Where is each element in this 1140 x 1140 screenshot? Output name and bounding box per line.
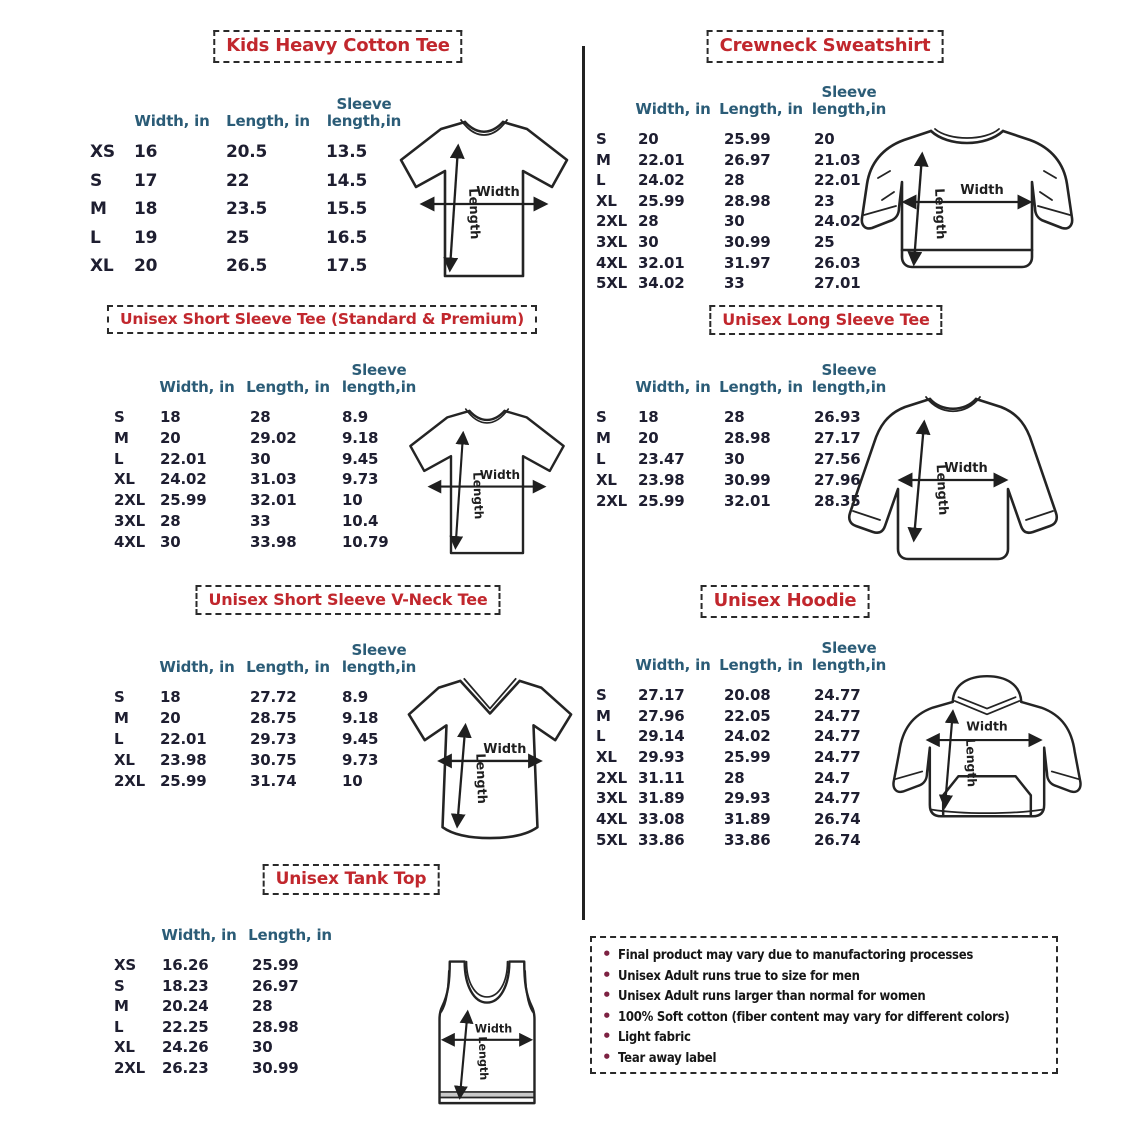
size-value: 20.08 (724, 686, 771, 704)
size-value: 24.7 (814, 768, 851, 787)
size-value: 20 (638, 429, 659, 447)
size-value: 20.24 (162, 997, 209, 1015)
column-header: Width, in (635, 656, 711, 675)
size-value: 16 (134, 142, 158, 162)
length-arrow-label: Length (475, 1036, 491, 1081)
size-value: 26.97 (724, 150, 771, 169)
length-arrow-label: Length (470, 471, 486, 520)
column-header: Length, in (246, 658, 330, 677)
size-value: 24.02 (638, 171, 685, 190)
size-value: 30 (724, 212, 745, 231)
size-label: 4XL (596, 810, 627, 829)
size-value: 29.93 (638, 748, 685, 767)
size-value: 33.08 (638, 810, 685, 829)
size-value: 31.97 (724, 253, 771, 272)
size-label: L (596, 171, 606, 190)
size-value: 10.4 (342, 511, 379, 530)
size-label: M (596, 706, 611, 725)
size-table-unisex-short-sleeve-tee (108, 352, 424, 554)
size-value: 27.72 (250, 688, 297, 706)
size-value: 30.75 (250, 751, 297, 769)
size-label: 2XL (114, 772, 145, 790)
size-value: 25.99 (724, 130, 771, 148)
size-label: S (596, 408, 607, 426)
size-value: 30.99 (724, 471, 771, 489)
size-value: 30 (724, 450, 745, 468)
size-value: 33.86 (638, 830, 685, 849)
note-item (602, 986, 1046, 1007)
size-table-kids-heavy-cotton-tee (84, 80, 410, 285)
short-sleeve-tee-illustration (398, 398, 576, 566)
column-header: Length, in (248, 926, 332, 945)
size-value: 22 (226, 170, 250, 191)
short-sleeve-tee-illustration (388, 108, 580, 290)
column-header: Sleeve length,in (341, 641, 417, 677)
size-value: 25 (226, 227, 250, 248)
column-header: Width, in (134, 112, 210, 131)
size-value: 26.97 (252, 976, 299, 995)
column-header: Width, in (159, 658, 235, 677)
size-value: 28 (250, 408, 271, 426)
size-value: 29.02 (250, 428, 297, 447)
table-corner (590, 80, 630, 130)
size-value: 9.73 (342, 470, 379, 489)
size-value: 27.96 (638, 706, 685, 725)
size-value: 33.98 (250, 532, 297, 551)
bullet-icon: • (602, 965, 612, 984)
size-value: 9.18 (342, 428, 379, 447)
size-value: 28 (724, 768, 745, 787)
size-value: 26.03 (814, 253, 861, 272)
chart-title-kids-heavy-cotton-tee: Kids Heavy Cotton Tee (213, 30, 462, 63)
width-arrow-label: Width (474, 1022, 513, 1036)
table-corner (108, 352, 152, 408)
column-header: Sleeve length,in (811, 361, 887, 397)
product-notes-box (590, 936, 1058, 1074)
column-header: Width, in (635, 378, 711, 397)
size-value: 28 (724, 408, 745, 426)
table-corner (108, 906, 154, 956)
size-label: 2XL (114, 491, 145, 510)
size-value: 22.01 (638, 150, 685, 169)
size-label: 4XL (596, 253, 627, 272)
width-arrow-label: Width (479, 468, 521, 483)
size-value: 18 (134, 199, 158, 219)
size-value: 30 (160, 532, 181, 551)
size-label: XL (114, 470, 135, 489)
size-label: M (596, 429, 611, 447)
size-table-unisex-v-neck-tee (108, 630, 424, 793)
size-label: XL (596, 748, 617, 767)
crewneck-sweatshirt-illustration (856, 116, 1078, 290)
dimension-arrows (445, 1014, 529, 1096)
size-label: XS (90, 142, 115, 162)
size-value: 32.01 (638, 253, 685, 272)
bullet-icon: • (602, 1027, 612, 1045)
size-label: M (596, 150, 611, 169)
size-value: 28 (638, 212, 659, 231)
size-value: 26.5 (226, 256, 268, 276)
size-label: S (114, 408, 125, 426)
size-value: 27.96 (814, 471, 861, 489)
size-value: 23.5 (226, 199, 268, 219)
size-value: 10 (342, 491, 363, 510)
size-value: 18 (160, 688, 181, 706)
size-value: 20.5 (226, 142, 268, 162)
size-value: 22.05 (724, 706, 771, 725)
length-arrow-label: Length (963, 738, 979, 788)
note-text: 100% Soft cotton (fiber content may vary for different colors) (617, 1009, 1010, 1025)
size-label: XL (596, 191, 617, 210)
size-value: 28 (724, 171, 745, 190)
size-value: 24.02 (160, 470, 207, 489)
dimension-arrows (424, 148, 544, 268)
column-header: Sleeve length,in (341, 361, 417, 397)
size-value: 27.17 (638, 686, 685, 704)
note-text: Unisex Adult runs larger than normal for women (617, 989, 926, 1004)
length-arrow-label: Length (932, 463, 951, 516)
size-label: L (596, 450, 606, 468)
size-label: M (114, 709, 129, 727)
size-value: 29.93 (724, 789, 771, 808)
size-value: 22.01 (814, 171, 861, 190)
size-table-unisex-hoodie (590, 630, 892, 852)
note-item (602, 1007, 1046, 1028)
size-value: 9.45 (342, 449, 379, 468)
size-value: 20 (134, 256, 158, 276)
chart-title-unisex-v-neck-tee: Unisex Short Sleeve V-Neck Tee (195, 585, 500, 615)
chart-title-crewneck-sweatshirt: Crewneck Sweatshirt (707, 30, 944, 63)
size-label: 2XL (596, 492, 627, 510)
size-value: 14.5 (326, 170, 368, 191)
size-value: 18 (160, 408, 181, 426)
size-label: XL (596, 471, 617, 489)
chart-title-unisex-long-sleeve-tee: Unisex Long Sleeve Tee (709, 305, 942, 335)
dimension-arrows (906, 156, 1028, 262)
table-corner (84, 80, 126, 142)
size-value: 9.45 (342, 730, 379, 748)
size-label: 2XL (114, 1058, 145, 1077)
size-value: 32.01 (250, 491, 297, 510)
size-value: 28 (160, 511, 181, 530)
size-value: 9.73 (342, 751, 379, 769)
size-value: 30 (250, 449, 271, 468)
v-neck-tee-illustration (400, 668, 578, 844)
size-value: 30.99 (724, 232, 771, 251)
note-item (602, 966, 1046, 987)
size-label: L (114, 449, 124, 468)
size-value: 25 (814, 232, 835, 251)
size-value: 16.26 (162, 956, 209, 974)
chart-title-unisex-hoodie: Unisex Hoodie (701, 585, 870, 618)
size-value: 24.02 (814, 212, 861, 231)
chart-title-unisex-tank-top: Unisex Tank Top (263, 864, 440, 895)
bullet-icon: • (602, 1047, 612, 1066)
column-header: Length, in (719, 100, 803, 119)
size-value: 29.14 (638, 727, 685, 746)
table-corner (108, 630, 152, 688)
size-value: 25.99 (160, 491, 207, 510)
size-value: 26.74 (814, 830, 861, 849)
column-divider-line (582, 46, 585, 920)
size-value: 27.56 (814, 450, 861, 468)
size-value: 17.5 (326, 256, 368, 276)
size-label: 5XL (596, 274, 627, 293)
size-label: L (114, 730, 124, 748)
size-value: 30.99 (252, 1058, 299, 1077)
size-value: 24.77 (814, 686, 861, 704)
column-header: Sleeve length,in (811, 639, 887, 675)
size-label: 5XL (596, 830, 627, 849)
size-label: 3XL (596, 232, 627, 251)
size-label: XS (114, 956, 136, 974)
size-value: 34.02 (638, 274, 685, 293)
size-value: 16.5 (326, 227, 368, 248)
size-value: 24.77 (814, 789, 861, 808)
size-value: 26.74 (814, 810, 861, 829)
size-value: 28 (252, 997, 273, 1015)
width-arrow-label: Width (483, 742, 527, 758)
size-value: 28.98 (724, 191, 771, 210)
size-value: 33.86 (724, 830, 771, 849)
size-value: 30 (638, 232, 659, 251)
size-label: L (90, 227, 101, 248)
size-value: 31.89 (724, 810, 771, 829)
size-value: 28.98 (724, 429, 771, 447)
size-value: 22.01 (160, 449, 207, 468)
size-value: 20 (160, 709, 181, 727)
size-value: 25.99 (638, 492, 685, 510)
column-header: Length, in (719, 656, 803, 675)
column-header: Length, in (719, 378, 803, 397)
size-value: 31.89 (638, 789, 685, 808)
size-value: 31.74 (250, 772, 297, 790)
size-label: 4XL (114, 532, 145, 551)
size-label: XL (90, 256, 114, 276)
column-header: Sleeve length,in (326, 95, 402, 131)
length-arrow-label: Length (465, 188, 482, 240)
column-header: Length, in (226, 112, 310, 131)
size-value: 30 (252, 1038, 273, 1056)
size-value: 23.98 (638, 471, 685, 489)
size-label: S (596, 130, 607, 148)
size-label: S (114, 688, 125, 706)
size-value: 28.98 (252, 1017, 299, 1036)
note-text: Unisex Adult runs true to size for men (617, 968, 860, 984)
size-value: 24.02 (724, 727, 771, 746)
size-value: 28.35 (814, 492, 861, 510)
size-value: 9.18 (342, 709, 379, 727)
size-value: 19 (134, 227, 158, 248)
dimension-arrows (902, 424, 1004, 538)
size-value: 25.99 (638, 191, 685, 210)
hoodie-illustration (886, 668, 1088, 854)
size-label: M (114, 997, 129, 1015)
width-arrow-label: Width (476, 185, 520, 200)
column-header: Width, in (159, 378, 235, 397)
size-value: 24.26 (162, 1038, 209, 1056)
tank-top-illustration (428, 956, 546, 1118)
size-label: 2XL (596, 212, 627, 231)
size-label: L (114, 1017, 124, 1036)
size-value: 26.23 (162, 1058, 209, 1077)
size-value: 25.99 (160, 772, 207, 790)
size-value: 33 (724, 274, 745, 293)
size-value: 32.01 (724, 492, 771, 510)
note-text: Final product may vary due to manufactoring processes (617, 948, 973, 963)
note-item (602, 945, 1046, 966)
note-item (602, 1027, 1046, 1048)
size-value: 23 (814, 191, 835, 210)
bullet-icon: • (602, 945, 612, 963)
size-value: 24.77 (814, 748, 861, 767)
size-label: 2XL (596, 768, 627, 787)
size-value: 26.93 (814, 408, 861, 426)
bullet-icon: • (602, 1006, 612, 1025)
size-value: 31.03 (250, 470, 297, 489)
size-value: 22.25 (162, 1017, 209, 1036)
width-arrow-label: Width (966, 719, 1008, 734)
size-value: 13.5 (326, 142, 368, 162)
bullet-icon: • (602, 986, 612, 1004)
column-header: Width, in (635, 100, 711, 119)
size-value: 31.11 (638, 768, 685, 787)
column-header: Length, in (246, 378, 330, 397)
size-label: M (114, 428, 129, 447)
size-value: 27.17 (814, 429, 861, 447)
dimension-arrows (432, 435, 543, 546)
column-header: Sleeve length,in (811, 83, 887, 119)
note-item (602, 1048, 1046, 1069)
size-label: S (596, 686, 607, 704)
size-value: 21.03 (814, 150, 861, 169)
size-value: 23.98 (160, 751, 207, 769)
table-corner (590, 352, 630, 408)
size-label: 3XL (596, 789, 627, 808)
dimension-arrows (442, 727, 539, 824)
size-value: 15.5 (326, 199, 368, 219)
note-text: Light fabric (617, 1030, 691, 1045)
size-label: 3XL (114, 511, 145, 530)
size-value: 20 (160, 428, 181, 447)
size-value: 10 (342, 772, 363, 790)
size-value: 33 (250, 511, 271, 530)
size-value: 20 (814, 130, 835, 148)
size-value: 18.23 (162, 976, 209, 995)
length-arrow-label: Length (931, 188, 948, 240)
size-value: 25.99 (724, 748, 771, 767)
size-value: 27.01 (814, 274, 861, 293)
size-label: XL (114, 1038, 135, 1056)
width-arrow-label: Width (944, 461, 988, 476)
size-value: 10.79 (342, 532, 389, 551)
size-value: 29.73 (250, 730, 297, 748)
size-label: XL (114, 751, 135, 769)
size-value: 23.47 (638, 450, 685, 468)
size-value: 17 (134, 170, 158, 191)
long-sleeve-tee-illustration (842, 386, 1080, 570)
chart-title-unisex-short-sleeve-tee: Unisex Short Sleeve Tee (Standard & Premium) (107, 305, 537, 334)
note-text: Tear away label (617, 1050, 716, 1066)
length-arrow-label: Length (472, 753, 490, 805)
size-label: S (90, 170, 103, 191)
size-value: 24.77 (814, 727, 861, 746)
size-value: 22.01 (160, 730, 207, 748)
width-arrow-label: Width (960, 183, 1004, 198)
size-value: 28.75 (250, 709, 297, 727)
column-header: Width, in (161, 926, 237, 945)
size-label: S (114, 976, 125, 995)
size-table-unisex-tank-top (108, 906, 336, 1079)
size-table-crewneck-sweatshirt (590, 80, 892, 295)
size-value: 8.9 (342, 408, 368, 426)
size-label: L (596, 727, 606, 746)
size-label: M (90, 199, 107, 219)
size-value: 18 (638, 408, 659, 426)
size-value: 8.9 (342, 688, 368, 706)
size-value: 20 (638, 130, 659, 148)
size-value: 25.99 (252, 956, 299, 974)
table-corner (590, 630, 630, 686)
size-value: 24.77 (814, 706, 861, 725)
